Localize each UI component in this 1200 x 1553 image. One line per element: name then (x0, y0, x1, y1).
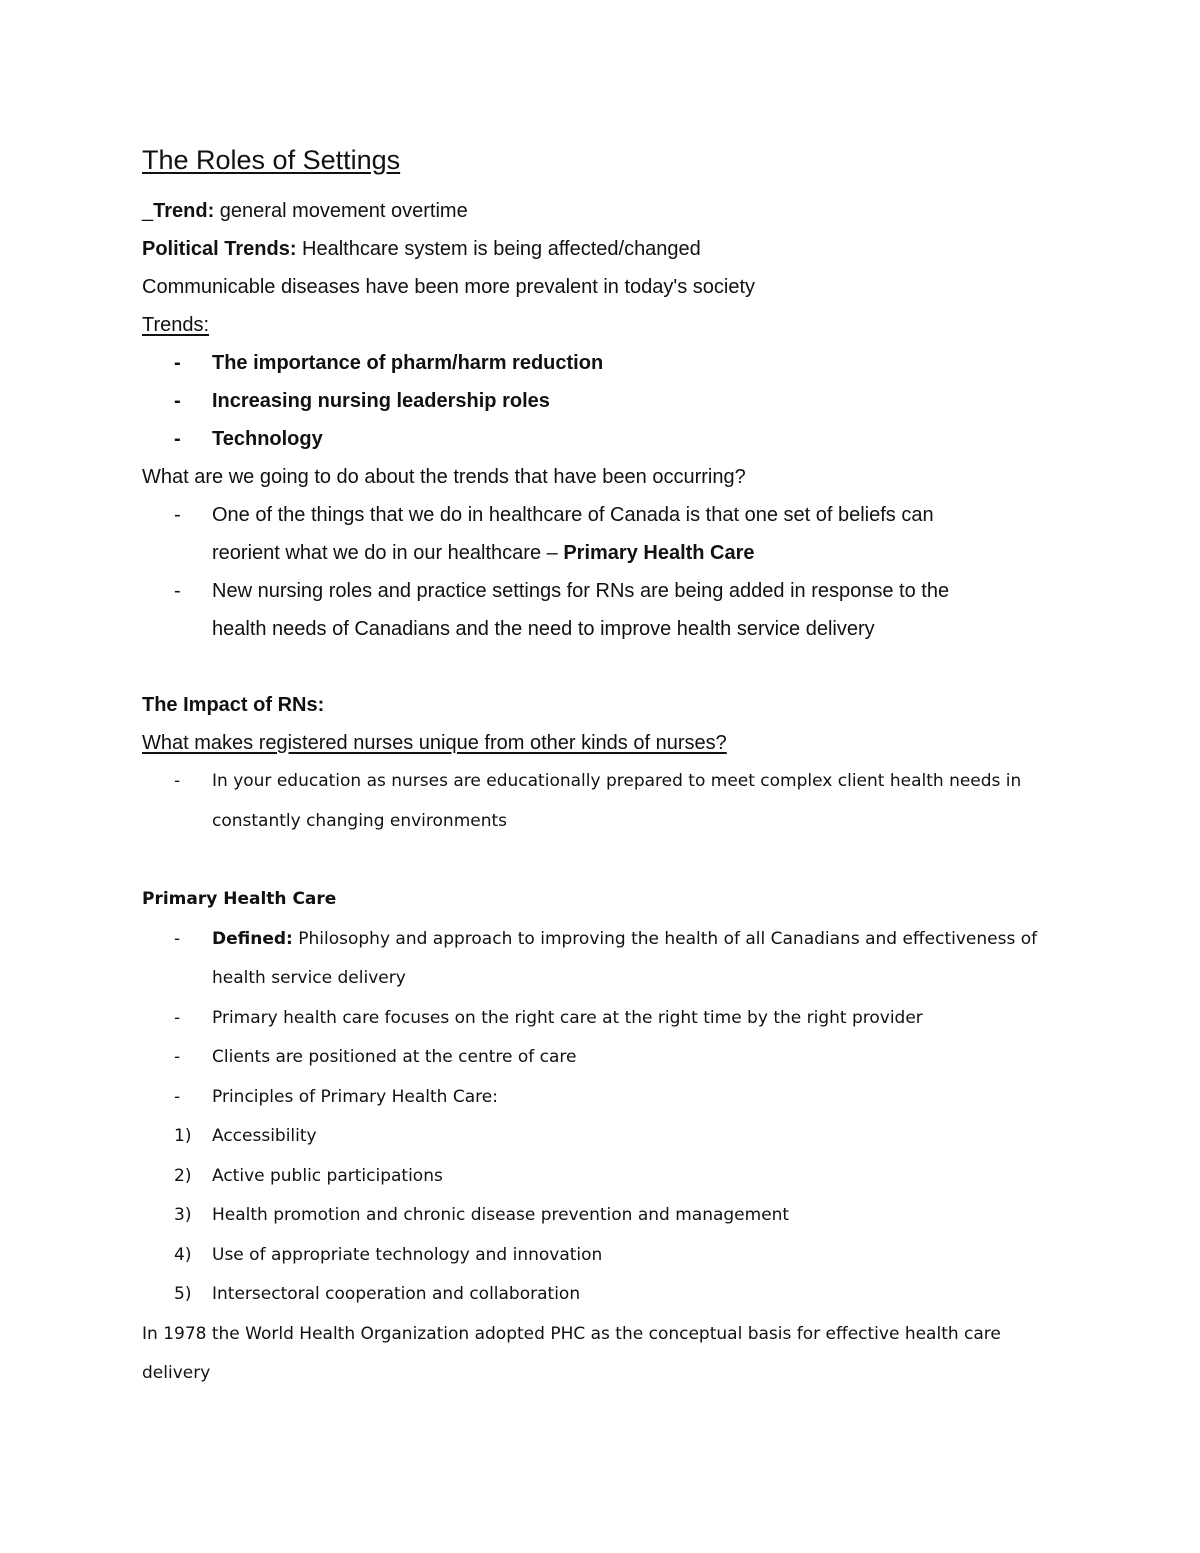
principle-number: 3) (174, 1205, 192, 1225)
trends-question: What are we going to do about the trends that have been occurring? (142, 466, 746, 488)
phc-item (142, 999, 1062, 1039)
document-page (142, 140, 1062, 1394)
trends-label-text: Trends: (142, 314, 210, 336)
principle-item (142, 1236, 1062, 1276)
bullet-dash: - (174, 390, 181, 412)
trend-text: general movement overtime (214, 200, 468, 222)
blank-line (142, 841, 1062, 880)
principle-text: Accessibility (212, 1126, 317, 1146)
principle-item (142, 1275, 1062, 1315)
answer-item-continued (142, 534, 1062, 572)
principle-text: Use of appropriate technology and innovation (212, 1244, 603, 1265)
bullet-dash: - (174, 580, 181, 602)
page-title: The Roles of Settings (142, 145, 401, 175)
answer-line: One of the things that we do in healthcare of Canada is that one set of beliefs can (212, 504, 934, 526)
impact-item (142, 762, 1062, 802)
phc-item (142, 1038, 1062, 1078)
impact-heading: The Impact of RNs: (142, 694, 325, 716)
principle-text: Intersectoral cooperation and collaboration (212, 1284, 581, 1304)
political-term: Political Trends: (142, 238, 297, 260)
trend-item-text: Increasing nursing leadership roles (212, 390, 550, 412)
trend-prefix: _ (142, 200, 154, 222)
trend-definition (142, 192, 1062, 230)
who-statement-continued: delivery (142, 1363, 211, 1383)
impact-line: constantly changing environments (212, 810, 508, 831)
political-trends (142, 230, 1062, 268)
phc-line: health service delivery (212, 968, 406, 988)
principle-number: 1) (174, 1126, 192, 1146)
principle-text: Health promotion and chronic disease prevention and management (212, 1205, 790, 1225)
principle-number: 2) (174, 1165, 192, 1186)
phc-item (142, 920, 1062, 960)
bullet-dash: - (174, 352, 181, 374)
trend-item (142, 344, 1062, 382)
who-statement: In 1978 the World Health Organization adopted PHC as the conceptual basis for effective health care (142, 1323, 1001, 1344)
principle-text: Active public participations (212, 1165, 443, 1186)
communicable-statement: Communicable diseases have been more prevalent in today's society (142, 276, 756, 298)
phc-line: Principles of Primary Health Care: (212, 1086, 498, 1107)
trend-item-text: Technology (212, 428, 323, 450)
principle-number: 4) (174, 1244, 192, 1265)
answer-item-continued (142, 610, 1062, 648)
bullet-dash: - (174, 1007, 181, 1028)
trend-item-text: The importance of pharm/harm reduction (212, 352, 604, 374)
bullet-dash: - (174, 504, 181, 526)
impact-question-text: What makes registered nurses unique from other kinds of nurses? (142, 732, 727, 754)
trend-item (142, 420, 1062, 458)
trend-item (142, 382, 1062, 420)
bullet-dash: - (174, 928, 181, 949)
impact-item-continued (142, 802, 1062, 842)
bullet-dash: - (174, 1047, 181, 1067)
phc-line: Primary health care focuses on the right care at the right time by the right provider (212, 1007, 923, 1028)
principle-number: 5) (174, 1284, 192, 1304)
answer-item (142, 496, 1062, 534)
impact-question (142, 724, 1062, 762)
phc-line: Philosophy and approach to improving the health of all Canadians and effectiveness of (292, 928, 1038, 949)
phc-line: Clients are positioned at the centre of care (212, 1047, 577, 1067)
bullet-dash: - (174, 771, 181, 791)
answer-line: reorient what we do in our healthcare – (212, 542, 564, 564)
trend-term: Trend: (153, 200, 215, 222)
bullet-dash: - (174, 428, 181, 450)
bullet-dash: - (174, 1086, 181, 1107)
phc-term: Defined: (212, 928, 293, 949)
impact-line: In your education as nurses are educationally prepared to meet complex client health needs in (212, 771, 1022, 791)
trends-label (142, 306, 1062, 344)
answer-line: New nursing roles and practice settings for RNs are being added in response to the (212, 580, 950, 602)
principle-item (142, 1117, 1062, 1157)
principle-item (142, 1196, 1062, 1236)
phc-heading: Primary Health Care (142, 889, 337, 909)
principle-item (142, 1157, 1062, 1197)
blank-line (142, 648, 1062, 686)
answer-item (142, 572, 1062, 610)
phc-item (142, 1078, 1062, 1118)
answer-line: health needs of Canadians and the need to improve health service delivery (212, 618, 875, 640)
phc-item-continued (142, 959, 1062, 999)
answer-bold: Primary Health Care (563, 542, 755, 564)
political-text: Healthcare system is being affected/changed (296, 238, 701, 260)
